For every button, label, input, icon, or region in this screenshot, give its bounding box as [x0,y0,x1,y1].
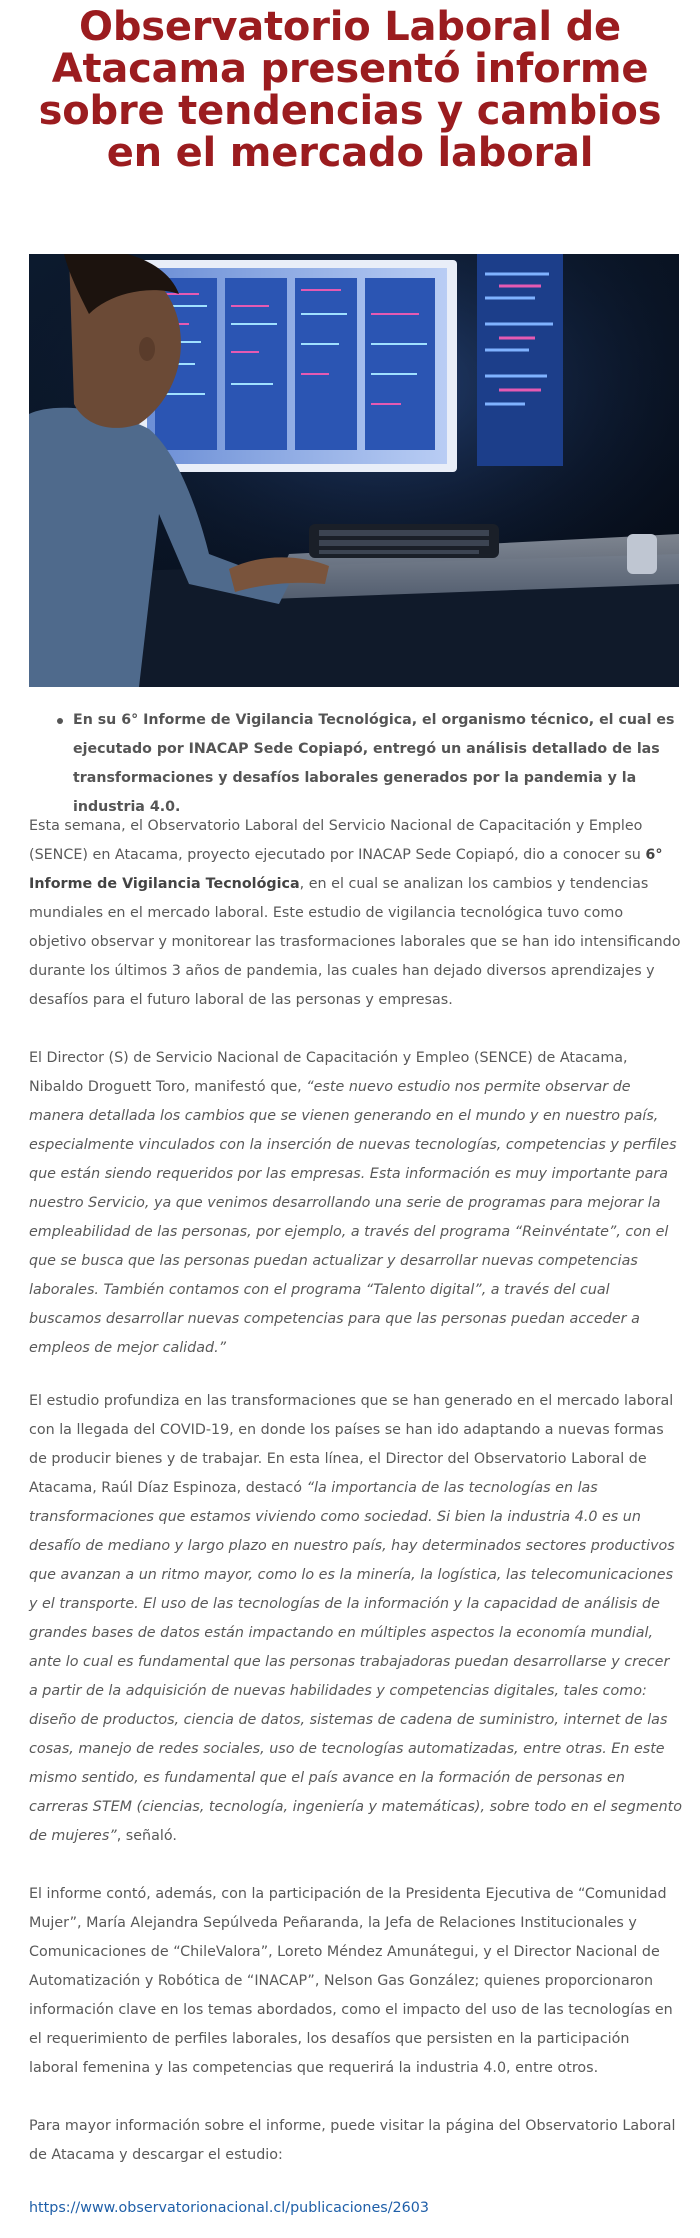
hero-image [29,254,679,687]
paragraph-sence-quote [29,1044,682,1363]
highlights-list [30,706,680,822]
paragraph-text: Esta semana, el Observatorio Laboral del Servicio Nacional de Capacitación y Empleo (SENCE) en Atacama, proyecto ejecutado por INACAP Sede Copiapó, dio a conocer su [29,818,646,863]
publication-link[interactable]: https://www.observatorionacional.cl/publicaciones/2603 [29,2200,429,2216]
paragraph-more-info: Para mayor información sobre el informe, puede visitar la página del Observatorio Laboral de Atacama y descargar el estudio: [29,2118,676,2163]
article-body [29,812,682,2238]
report-name: 6° Informe de Vigilancia Tecnológica [29,847,663,892]
paragraph-text: , señaló. [116,1828,177,1844]
article-title: Observatorio Laboral de Atacama presentó informe sobre tendencias y cambios en el mercado laboral [38,4,662,176]
link-paragraph [29,2194,682,2223]
paragraph-intro [29,812,682,1015]
paragraph-observatorio-quote [29,1387,682,1851]
paragraph-text: , en el cual se analizan los cambios y tendencias mundiales en el mercado laboral. Este estudio de vigilancia tecnológica tuvo como objetivo observar y monitorear las trasformaciones laborales que se han ido intensificando durante los últimos 3 años de pandemia, las cuales han dejado diversos aprendizajes y desafíos para el futuro laboral de las personas y empresas. [29,876,681,1008]
paragraph-text: El estudio profundiza en las transformaciones que se han generado en el mercado laboral con la llegada del COVID-19, en donde los países se han ido adaptando a nuevas formas de producir bienes y de trabajar. En esta línea, el Director del Observatorio Laboral de Atacama, Raúl Díaz Espinoza, destacó [29,1393,674,1496]
highlight-item: En su 6° Informe de Vigilancia Tecnológica, el organismo técnico, el cual es ejecutado por INACAP Sede Copiapó, entregó un análisis detallado de las transformaciones y desafíos laborales generados por la pandemia y la industria 4.0. [73,706,680,822]
paragraph-text: El Director (S) de Servicio Nacional de Capacitación y Empleo (SENCE) de Atacama, Nibaldo Droguett Toro, manifestó que, [29,1050,628,1095]
quote-text: “este nuevo estudio nos permite observar de manera detallada los cambios que se vienen generando en el mundo y en nuestro país, especialmente vinculados con la inserción de nuevas tecnologías, competencias y perfiles que están siendo requeridos por las empresas. Esta información es muy importante para nuestro Servicio, ya que venimos desarrollando una serie de programas para mejorar la empleabilidad de las personas, por ejemplo, a través del programa “Reinvéntate”, con el que se busca que las personas puedan actualizar y desarrollar nuevas competencias laborales. También contamos con el programa “Talento digital”, a través del cual buscamos desarrollar nuevas competencias para que las personas puedan acceder a empleos de mejor calidad.” [29,1079,677,1356]
hero-illustration [29,254,679,687]
quote-text: “la importancia de las tecnologías en las transformaciones que estamos viviendo como sociedad. Si bien la industria 4.0 es un desafío de mediano y largo plazo en nuestro país, hay determinados sectores productivos que avanzan a un ritmo mayor, como lo es la minería, la logística, las telecomunicaciones y el transporte. El uso de las tecnologías de la información y la capacidad de análisis de grandes bases de datos están impactando en múltiples aspectos la economía mundial, ante lo cual es fundamental que las personas trabajadoras puedan desarrollarse y crecer a partir de la adquisición de nuevas habilidades y competencias digitales, tales como: diseño de productos, ciencia de datos, sistemas de cadena de suministro, internet de las cosas, manejo de redes sociales, uso de tecnologías automatizadas, entre otras. En este mismo sentido, es fundamental que el país avance en la formación de personas en carreras STEM (ciencias, tecnología, ingeniería y matemáticas), sobre todo en el segmento de mujeres” [29,1480,682,1844]
paragraph-participants: El informe contó, además, con la participación de la Presidenta Ejecutiva de “Comunidad Mujer”, María Alejandra Sepúlveda Peñaranda, la Jefa de Relaciones Institucionales y Comunicaciones de “ChileValora”, Loreto Méndez Amunátegui, y el Director Nacional de Automatización y Robótica de “INACAP”, Nelson Gas González; quienes proporcionaron información clave en los temas abordados, como el impacto del uso de las tecnologías en el requerimiento de perfiles laborales, los desafíos que persisten en la participación laboral femenina y las competencias que requerirá la industria 4.0, entre otros. [29,1886,673,2076]
